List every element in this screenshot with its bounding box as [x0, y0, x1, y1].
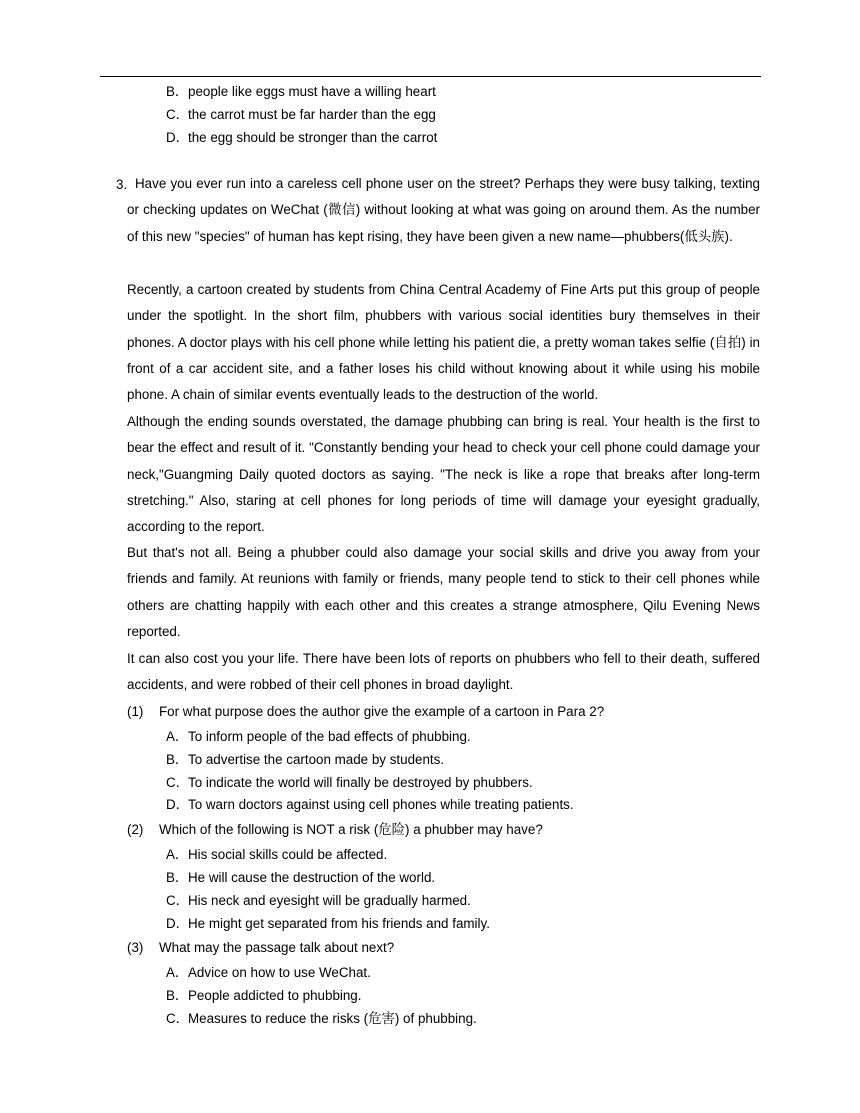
option-letter: A． [166, 965, 189, 980]
option-letter: B． [166, 870, 189, 885]
option-text: Measures to reduce the risks (危害) of phubbing. [188, 1011, 477, 1026]
sub-question-number: (1) [127, 704, 144, 719]
sub-question-text: For what purpose does the author give the example of a cartoon in Para 2? [159, 704, 605, 719]
option-letter: D． [166, 797, 190, 812]
option-text: Advice on how to use WeChat. [188, 965, 371, 980]
paragraph-text: Recently, a cartoon created by students from China Central Academy of Fine Arts put this group of people under the spotlight. In the short film, phubbers with various social identities bury themselves in their phones. A doctor plays with his cell phone while letting his patient die, a pretty woman takes selfie (自拍) in front of a car accident site, and a father loses his child without knowing about it while using his mobile phone. A chain of similar events eventually leads to the destruction of the world. [127, 282, 760, 403]
option-letter: A． [166, 729, 189, 744]
option-c [166, 1011, 477, 1027]
option-letter: D． [166, 130, 190, 145]
option-d [166, 797, 574, 813]
passage-paragraph-5 [127, 646, 760, 699]
passage-paragraph-2 [127, 277, 760, 408]
sub-question-2 [127, 822, 543, 838]
option-b [166, 752, 444, 768]
option-text: He will cause the destruction of the world. [188, 870, 436, 885]
option-text: To inform people of the bad effects of phubbing. [188, 729, 471, 744]
question-number: 3. [116, 177, 128, 192]
option-text: His social skills could be affected. [188, 847, 388, 862]
option-c [166, 775, 533, 791]
paragraph-text: Although the ending sounds overstated, the damage phubbing can bring is real. Your health is the first to bear the effect and result of it. "Constantly bending your head to check your cell phone could damage your neck,"Guangming Daily quoted doctors as saying. "The neck is like a rope that breaks after long-term stretching." Also, staring at cell phones for long periods of time will damage your eyesight gradually, according to the report. [127, 414, 760, 535]
paragraph-text: Have you ever run into a careless cell phone user on the street? Perhaps they were busy talking, texting or checking updates on WeChat (微信) without looking at what was going on around them. As the number of this new "species" of human has kept rising, they have been given a new name—phubbers(低头族). [127, 176, 760, 244]
option-letter: B． [166, 752, 189, 767]
option-a [166, 965, 371, 981]
sub-question-3 [127, 940, 394, 956]
passage-paragraph-3 [127, 409, 760, 540]
option-letter: B． [166, 988, 189, 1003]
option-letter: D． [166, 916, 190, 931]
option-c [166, 107, 436, 123]
option-a [166, 729, 471, 745]
option-text: people like eggs must have a willing heart [188, 84, 436, 99]
option-letter: C． [166, 107, 190, 122]
sub-question-1 [127, 704, 604, 720]
option-c [166, 893, 471, 909]
option-text: To advertise the cartoon made by students. [188, 752, 445, 767]
option-letter: A． [166, 847, 189, 862]
paragraph-text: It can also cost you your life. There have been lots of reports on phubbers who fell to their death, suffered accidents, and were robbed of their cell phones in broad daylight. [127, 651, 760, 693]
option-text: He might get separated from his friends and family. [188, 916, 490, 931]
option-letter: C． [166, 893, 190, 908]
paragraph-text: But that's not all. Being a phubber could also damage your social skills and drive you away from your friends and family. At reunions with family or friends, many people tend to stick to their cell phones while others are chatting happily with each other and this creates a strange atmosphere, Qilu Evening News reported. [127, 545, 760, 639]
option-letter: C． [166, 775, 190, 790]
option-b [166, 870, 435, 886]
option-d [166, 130, 437, 146]
option-b [166, 988, 361, 1004]
passage-paragraph-4 [127, 540, 760, 645]
header-rule [100, 76, 761, 77]
option-letter: C． [166, 1011, 190, 1026]
sub-question-number: (2) [127, 822, 144, 837]
option-text: His neck and eyesight will be gradually harmed. [188, 893, 471, 908]
option-text: the carrot must be far harder than the egg [188, 107, 436, 122]
option-d [166, 916, 490, 932]
sub-question-text: Which of the following is NOT a risk (危险) a phubber may have? [159, 822, 543, 837]
option-text: To indicate the world will finally be destroyed by phubbers. [188, 775, 533, 790]
sub-question-number: (3) [127, 940, 144, 955]
option-text: the egg should be stronger than the carrot [188, 130, 438, 145]
option-a [166, 847, 387, 863]
option-letter: B． [166, 84, 189, 99]
passage-paragraph-1 [127, 171, 760, 250]
sub-question-text: What may the passage talk about next? [159, 940, 395, 955]
option-b [166, 84, 436, 100]
option-text: To warn doctors against using cell phones while treating patients. [188, 797, 574, 812]
option-text: People addicted to phubbing. [188, 988, 362, 1003]
